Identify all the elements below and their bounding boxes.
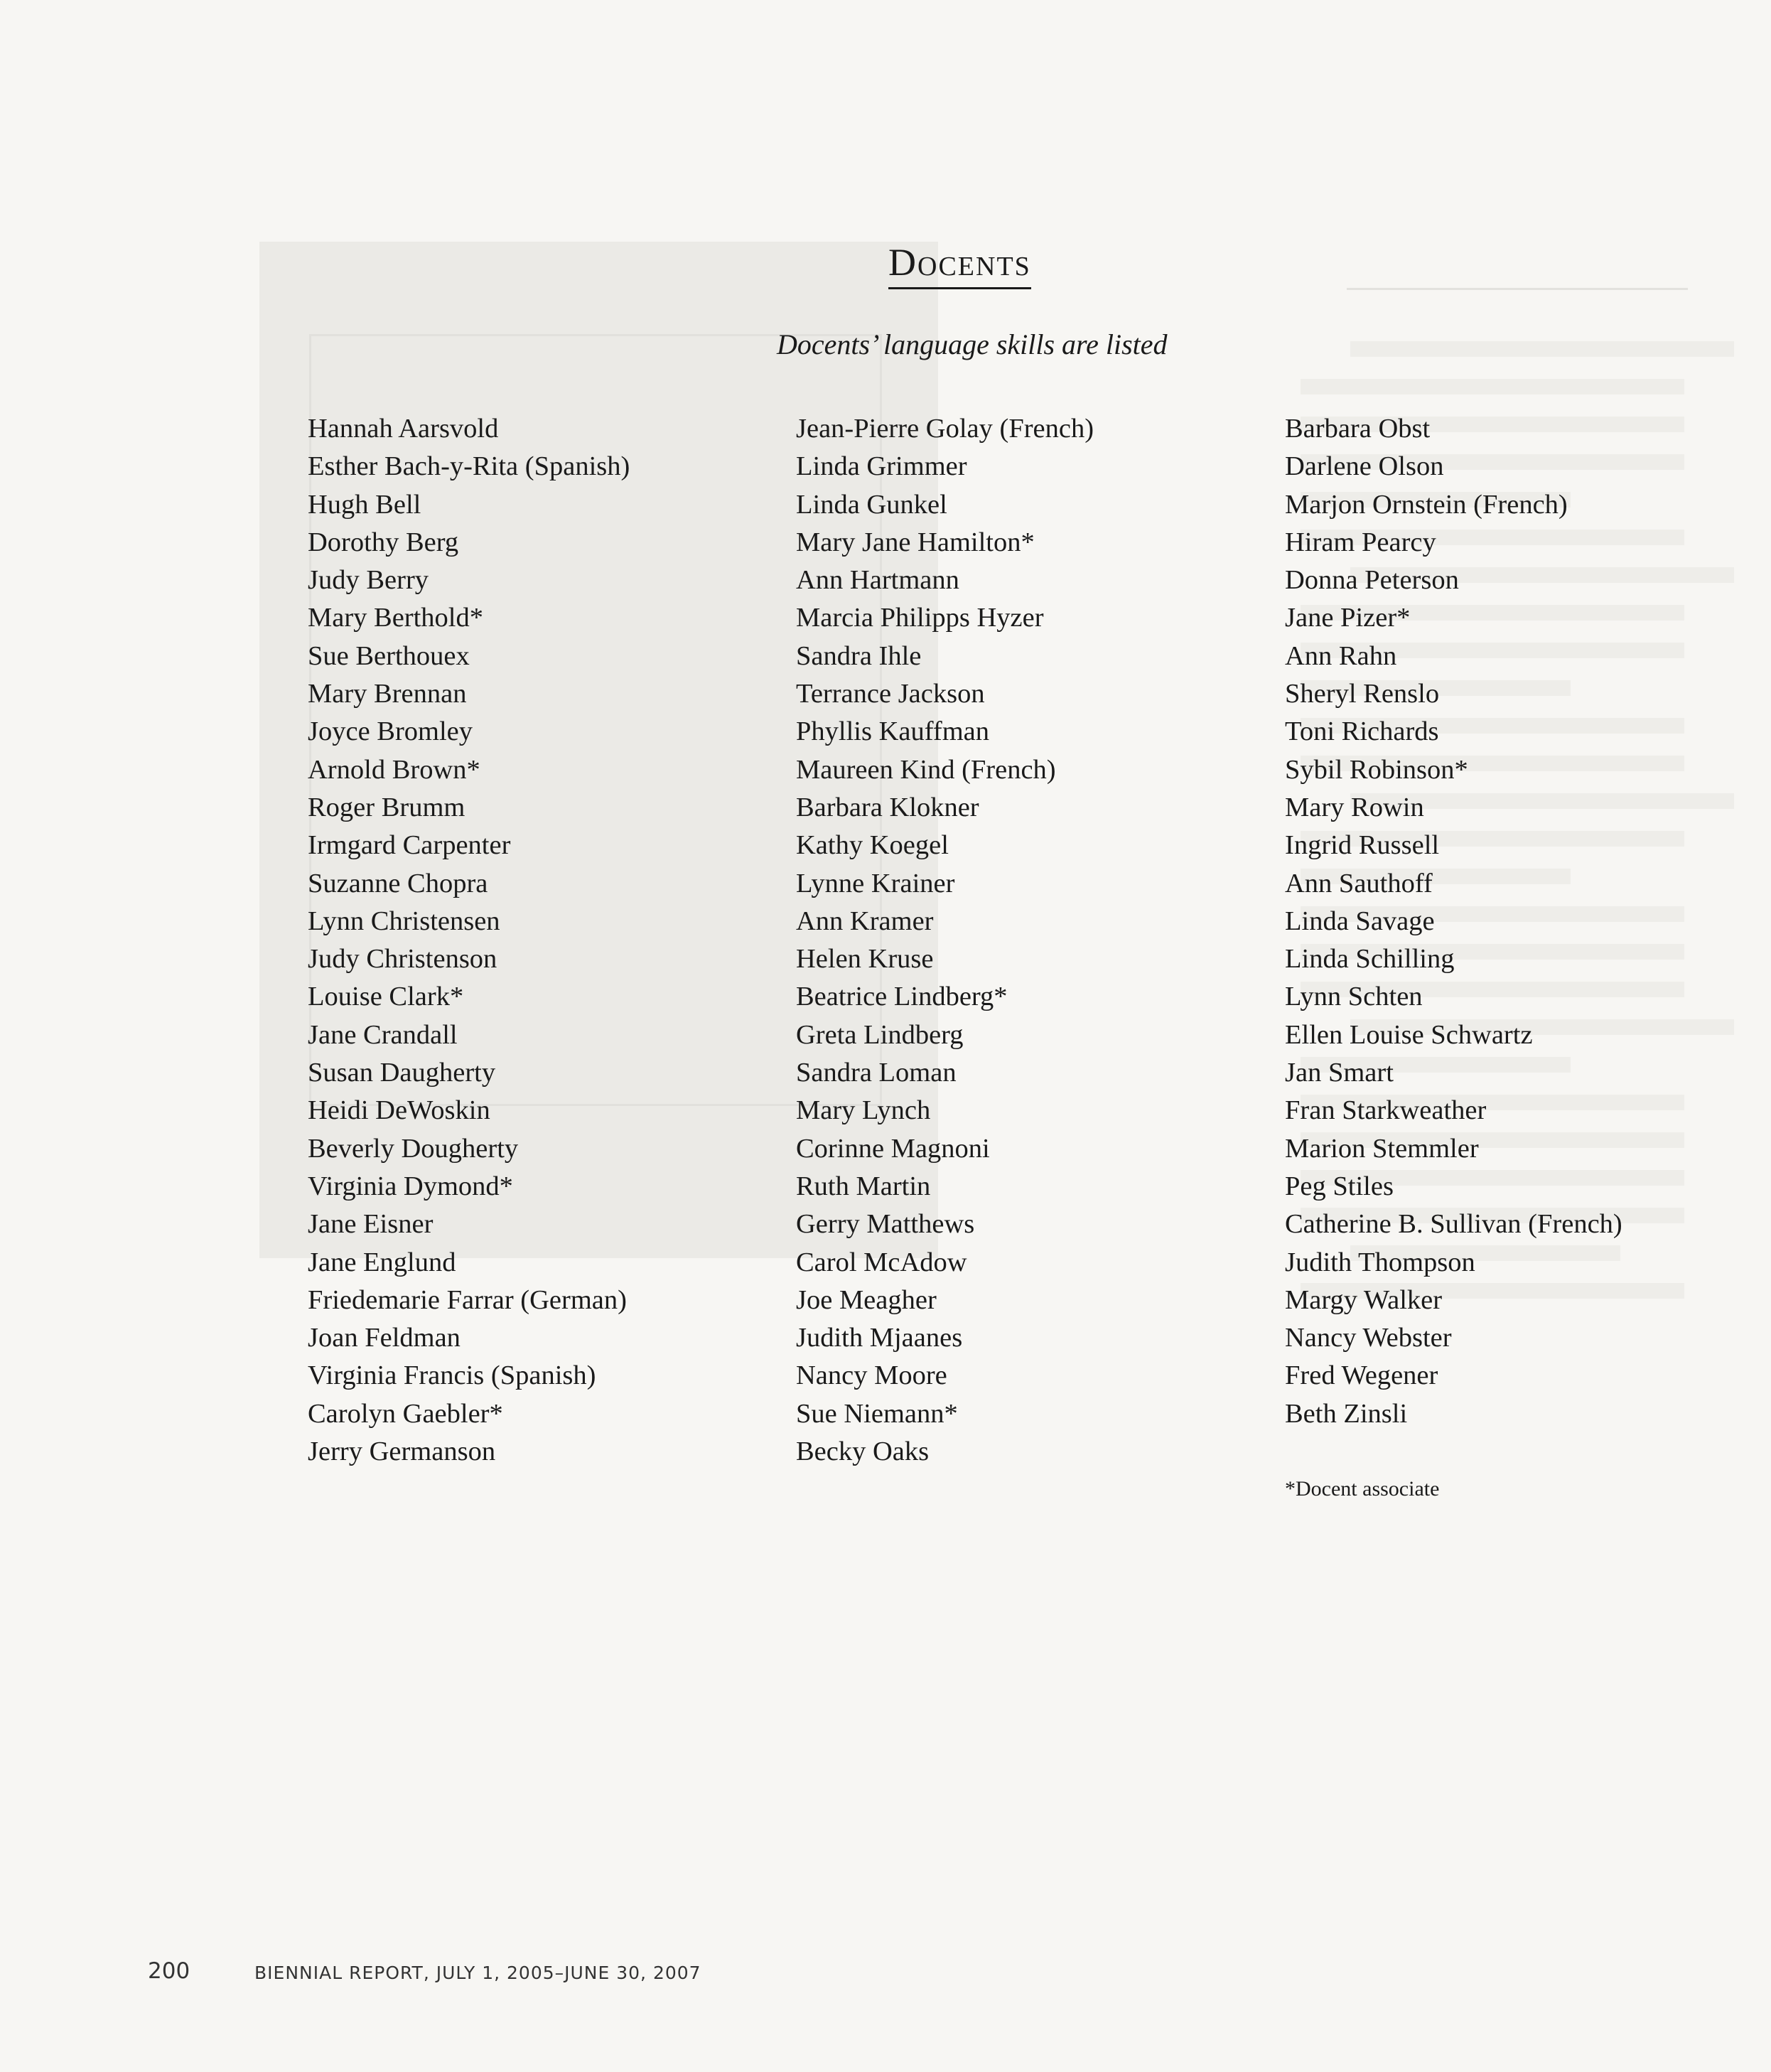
page-title: Docents — [888, 240, 1031, 289]
docent-column-2 — [796, 410, 1094, 1471]
docent-name: Sheryl Renslo — [1285, 679, 1440, 709]
docent-name: Roger Brumm — [308, 792, 465, 822]
docent-name: Corinne Magnoni — [796, 1133, 990, 1164]
docent-name: Jane Pizer* — [1285, 603, 1411, 633]
docent-name: Marjon Ornstein (French) — [1285, 489, 1568, 520]
docent-name: Hiram Pearcy — [1285, 527, 1436, 557]
docent-name: Nancy Moore — [796, 1360, 947, 1391]
report-title: BIENNIAL REPORT, JULY 1, 2005–JUNE 30, 2007 — [254, 1963, 701, 1983]
docent-name: Beatrice Lindberg* — [796, 982, 1008, 1012]
docent-name: Marcia Philipps Hyzer — [796, 603, 1044, 633]
docent-name: Ann Sauthoff — [1285, 868, 1433, 898]
docent-name: Sandra Loman — [796, 1058, 957, 1088]
docent-name: Barbara Obst — [1285, 414, 1431, 444]
docent-name: Jan Smart — [1285, 1058, 1394, 1088]
docent-name: Mary Rowin — [1285, 792, 1424, 822]
docent-name: Lynn Christensen — [308, 906, 500, 936]
docent-name: Judith Mjaanes — [796, 1323, 963, 1353]
docent-name: Beverly Dougherty — [308, 1133, 519, 1164]
docent-name: Maureen Kind (French) — [796, 754, 1056, 785]
docent-name: Judy Christenson — [308, 944, 497, 975]
docent-column-3 — [1285, 410, 1622, 1433]
docent-name: Louise Clark* — [308, 982, 464, 1012]
docent-column-1 — [308, 410, 630, 1471]
docent-name: Joe Meagher — [796, 1284, 937, 1315]
docent-name: Peg Stiles — [1285, 1171, 1394, 1201]
docent-name: Linda Savage — [1285, 906, 1435, 936]
docent-name: Mary Berthold* — [308, 603, 483, 633]
docent-name: Sybil Robinson* — [1285, 754, 1468, 785]
docent-name: Susan Daugherty — [308, 1058, 496, 1088]
docent-name: Lynn Schten — [1285, 982, 1423, 1012]
docent-name: Terrance Jackson — [796, 679, 985, 709]
docent-name: Jane Crandall — [308, 1019, 458, 1050]
docent-name: Virginia Francis (Spanish) — [308, 1360, 596, 1391]
docent-name: Esther Bach-y-Rita (Spanish) — [308, 451, 630, 482]
docent-name: Sue Niemann* — [796, 1398, 958, 1429]
docent-name: Beth Zinsli — [1285, 1398, 1408, 1429]
docent-name: Ann Rahn — [1285, 640, 1397, 671]
docent-name: Carol McAdow — [796, 1247, 967, 1277]
docent-name: Fran Starkweather — [1285, 1095, 1487, 1126]
docent-name: Phyllis Kauffman — [796, 716, 989, 747]
docent-name: Mary Jane Hamilton* — [796, 527, 1035, 557]
docent-name: Becky Oaks — [796, 1437, 930, 1467]
docent-name: Greta Lindberg — [796, 1019, 964, 1050]
docent-name: Ann Hartmann — [796, 565, 959, 596]
docent-name: Kathy Koegel — [796, 830, 949, 861]
docent-name: Nancy Webster — [1285, 1323, 1452, 1353]
page-number: 200 — [148, 1958, 190, 1984]
docent-name: Hannah Aarsvold — [308, 414, 499, 444]
docent-name: Darlene Olson — [1285, 451, 1444, 482]
docent-name: Lynne Krainer — [796, 868, 955, 898]
docent-name: Helen Kruse — [796, 944, 934, 975]
docent-name: Judy Berry — [308, 565, 429, 596]
docent-name: Joan Feldman — [308, 1323, 461, 1353]
docent-name: Judith Thompson — [1285, 1247, 1475, 1277]
docent-name: Irmgard Carpenter — [308, 830, 511, 861]
docent-name: Jean-Pierre Golay (French) — [796, 414, 1094, 444]
docent-name: Linda Grimmer — [796, 451, 967, 482]
docent-name: Ellen Louise Schwartz — [1285, 1019, 1533, 1050]
docent-name: Linda Gunkel — [796, 489, 947, 520]
docent-name: Heidi DeWoskin — [308, 1095, 490, 1126]
footnote: *Docent associate — [1285, 1477, 1440, 1501]
docent-name: Marion Stemmler — [1285, 1133, 1479, 1164]
docent-name: Barbara Klokner — [796, 792, 979, 822]
docent-name: Arnold Brown* — [308, 754, 480, 785]
docent-name: Sue Berthouex — [308, 640, 470, 671]
docent-name: Toni Richards — [1285, 716, 1439, 747]
docent-name: Jane Eisner — [308, 1209, 434, 1240]
docent-name: Catherine B. Sullivan (French) — [1285, 1209, 1622, 1240]
docent-name: Gerry Matthews — [796, 1209, 975, 1240]
docent-name: Friedemarie Farrar (German) — [308, 1284, 627, 1315]
docent-name: Virginia Dymond* — [308, 1171, 513, 1201]
bleed-through-heading — [1347, 245, 1688, 290]
docent-name: Ruth Martin — [796, 1171, 931, 1201]
docent-name: Ingrid Russell — [1285, 830, 1440, 861]
docent-name: Joyce Bromley — [308, 716, 473, 747]
docent-name: Suzanne Chopra — [308, 868, 488, 898]
docent-name: Mary Brennan — [308, 679, 467, 709]
docent-name: Hugh Bell — [308, 489, 421, 520]
subtitle: Docents’ language skills are listed — [777, 328, 1168, 360]
docent-name: Margy Walker — [1285, 1284, 1443, 1315]
docent-name: Jerry Germanson — [308, 1437, 496, 1467]
docent-name: Jane Englund — [308, 1247, 456, 1277]
docent-name: Donna Peterson — [1285, 565, 1459, 596]
docent-name: Fred Wegener — [1285, 1360, 1438, 1391]
docent-name: Linda Schilling — [1285, 944, 1455, 975]
docent-name: Ann Kramer — [796, 906, 934, 936]
docent-name: Dorothy Berg — [308, 527, 459, 557]
docent-name: Mary Lynch — [796, 1095, 931, 1126]
docent-name: Sandra Ihle — [796, 640, 922, 671]
docent-name: Carolyn Gaebler* — [308, 1398, 503, 1429]
